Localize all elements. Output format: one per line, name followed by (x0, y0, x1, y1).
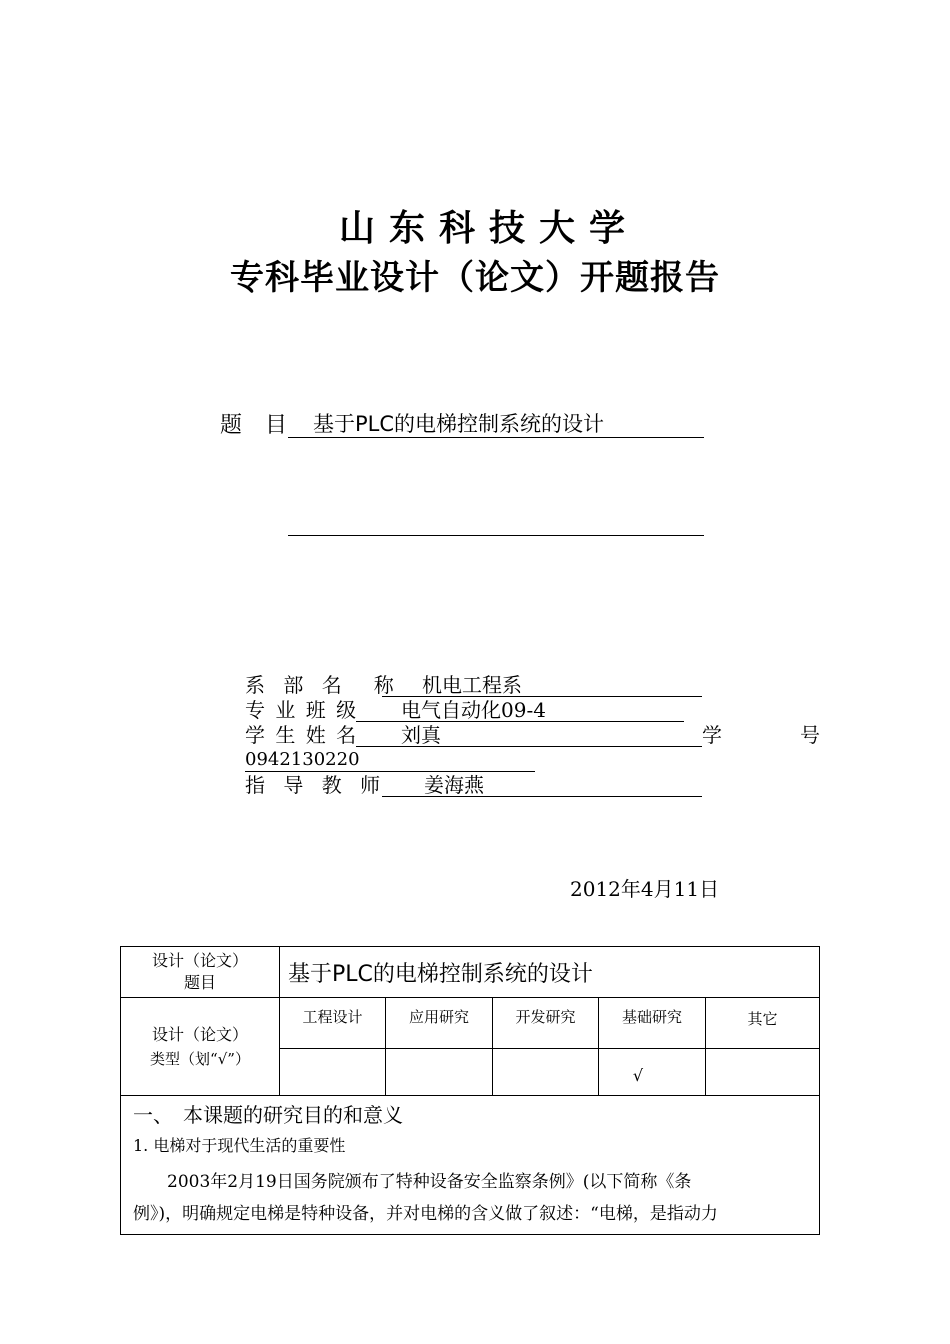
topic-value: 基于PLC的电梯控制系统的设计 (288, 408, 704, 438)
type-option-engineering: 工程设计 (280, 998, 386, 1049)
table-topic-label-2: 题目 (183, 973, 216, 992)
report-table (120, 946, 820, 1235)
dept-label: 系 部 名 称 (245, 673, 400, 697)
dept-value: 机电工程系 (382, 673, 702, 697)
section-heading: 一、 本课题的研究目的和意义 (133, 1103, 403, 1127)
type-option-development: 开发研究 (493, 998, 599, 1049)
table-topic-value: 基于PLC的电梯控制系统的设计 (280, 947, 820, 998)
topic-underline-2 (288, 535, 704, 536)
type-mark-engineering (280, 1049, 386, 1096)
table-type-label-1: 设计（论文） (151, 1024, 248, 1044)
type-mark-basic: √ (599, 1049, 706, 1096)
type-mark-applied (386, 1049, 493, 1096)
name-value: 刘真 (356, 723, 702, 747)
sub-heading: 1. 电梯对于现代生活的重要性 (133, 1136, 346, 1155)
school-name: 山东科技大学 (338, 207, 639, 249)
table-row (121, 947, 820, 998)
paragraph-line (133, 1166, 809, 1198)
name-label: 学 生 姓 名 (245, 723, 359, 747)
table-row (121, 1096, 820, 1235)
topic-label: 题 目 (220, 413, 295, 438)
table-type-label-2: 类型（划“√”） (150, 1049, 250, 1068)
paragraph-line (133, 1198, 809, 1230)
paragraph-text-1: 2003年2月19日国务院颁布了特种设备安全监察条例》(以下简称《条 (167, 1172, 692, 1192)
table-topic-label-1: 设计（论文） (151, 951, 248, 970)
id-label-1: 学 (702, 723, 722, 747)
table-row (121, 998, 820, 1049)
major-label: 专 业 班 级 (245, 698, 359, 722)
type-option-other: 其它 (706, 998, 820, 1049)
table-topic-label (121, 947, 280, 998)
advisor-value: 姜海燕 (382, 773, 702, 797)
type-option-applied: 应用研究 (386, 998, 493, 1049)
report-title: 专科毕业设计（论文）开题报告 (230, 258, 720, 298)
type-mark-other (706, 1049, 820, 1096)
id-label-2: 号 (800, 723, 820, 747)
major-value: 电气自动化09-4 (356, 698, 684, 722)
advisor-label: 指 导 教 师 (245, 773, 387, 797)
report-date: 2012年4月11日 (570, 877, 720, 901)
section-body (121, 1096, 820, 1235)
table-type-label (121, 998, 280, 1096)
id-value: 0942130220 (245, 748, 535, 772)
type-option-basic: 基础研究 (599, 998, 706, 1049)
paragraph-text-2: 例》)，明确规定电梯是特种设备，并对电梯的含义做了叙述：“电梯，是指动力 (133, 1204, 718, 1224)
type-mark-development (493, 1049, 599, 1096)
